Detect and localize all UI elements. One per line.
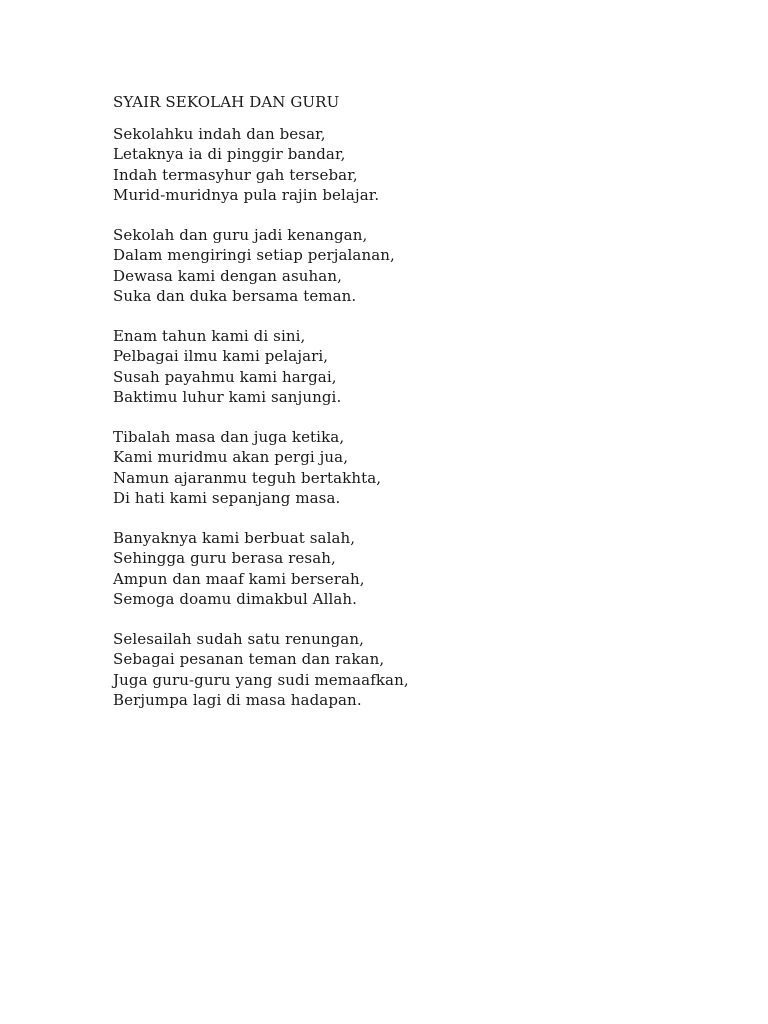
- poem-line: Ampun dan maaf kami berserah,: [113, 569, 365, 588]
- poem-line: Pelbagai ilmu kami pelajari,: [113, 347, 329, 366]
- poem-line: Selesailah sudah satu renungan,: [113, 630, 364, 648]
- poem-line: Namun ajaranmu teguh bertakhta,: [113, 468, 382, 487]
- poem-line: Berjumpa lagi di masa hadapan.: [113, 690, 362, 709]
- stanza: [113, 629, 673, 710]
- stanza: [113, 326, 673, 407]
- poem-line: Dewasa kami dengan asuhan,: [113, 266, 342, 285]
- poem-line: Baktimu luhur kami sanjungi.: [113, 387, 342, 406]
- stanza: [113, 427, 673, 508]
- poem: [113, 92, 673, 730]
- poem-line: Sekolahku indah dan besar,: [113, 125, 326, 143]
- poem-line: Suka dan duka bersama teman.: [113, 286, 357, 305]
- poem-line: Di hati kami sepanjang masa.: [113, 488, 341, 507]
- poem-line: Enam tahun kami di sini,: [113, 327, 306, 345]
- poem-line: Juga guru-guru yang sudi memaafkan,: [113, 670, 409, 689]
- poem-line: Letaknya ia di pinggir bandar,: [113, 145, 346, 164]
- poem-line: Tibalah masa dan juga ketika,: [113, 428, 345, 446]
- poem-line: Kami muridmu akan pergi jua,: [113, 448, 349, 467]
- stanza: [113, 124, 673, 205]
- stanza: [113, 225, 673, 306]
- stanza: [113, 528, 673, 609]
- poem-line: Murid-muridnya pula rajin belajar.: [113, 185, 380, 204]
- poem-line: Susah payahmu kami hargai,: [113, 367, 337, 386]
- poem-line: Sebagai pesanan teman dan rakan,: [113, 650, 385, 669]
- poem-line: Indah termasyhur gah tersebar,: [113, 165, 358, 184]
- poem-line: Sehingga guru berasa resah,: [113, 549, 336, 568]
- poem-line: Semoga doamu dimakbul Allah.: [113, 589, 358, 608]
- poem-line: Dalam mengiringi setiap perjalanan,: [113, 246, 395, 265]
- poem-line: Banyaknya kami berbuat salah,: [113, 529, 356, 547]
- poem-line: Sekolah dan guru jadi kenangan,: [113, 226, 368, 244]
- poem-title: SYAIR SEKOLAH DAN GURU: [113, 93, 340, 111]
